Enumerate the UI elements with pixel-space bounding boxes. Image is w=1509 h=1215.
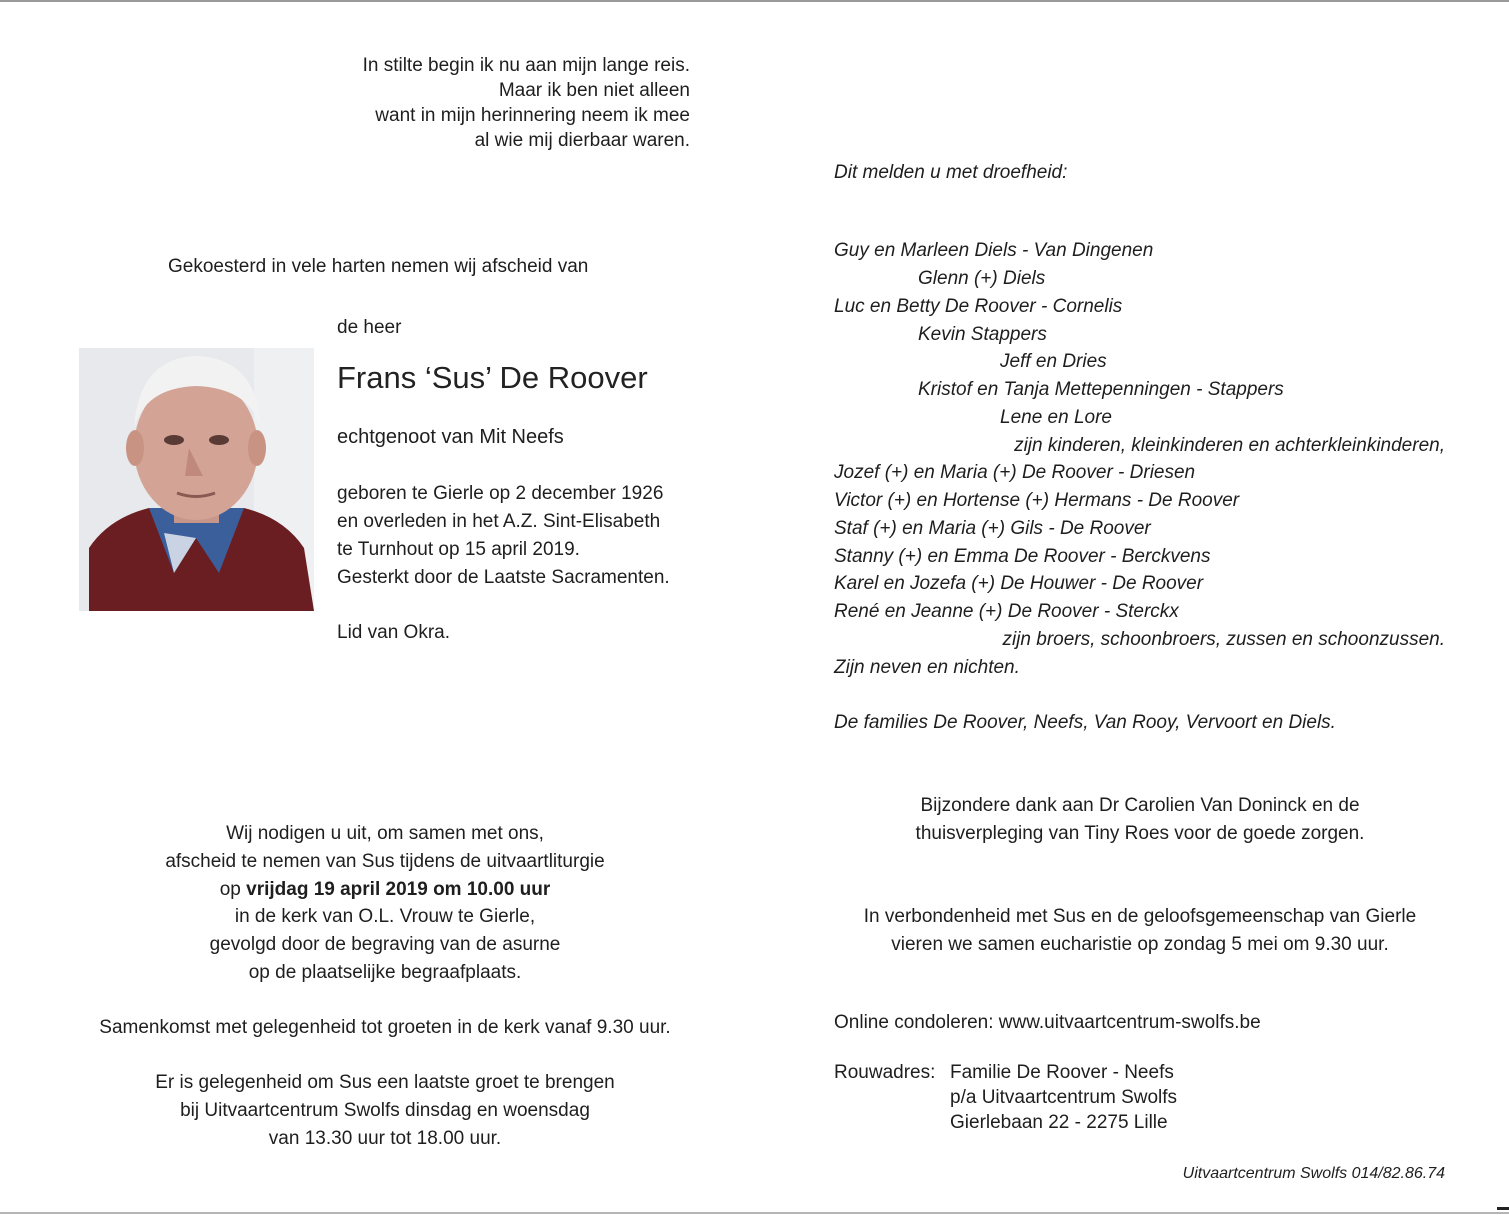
invitation-line-2: afscheid te nemen van Sus tijdens de uitvaartliturgie: [165, 851, 605, 872]
family-line: Zijn neven en nichten.: [834, 657, 1020, 678]
poem-line-3: want in mijn herinnering neem ik mee: [375, 105, 690, 126]
families: De families De Roover, Neefs, Van Rooy, Vervoort en Diels.: [834, 712, 1336, 733]
invitation-date-prefix: op: [219, 879, 247, 900]
corner-mark: [1497, 1207, 1509, 1210]
farewell-intro: Gekoesterd in vele harten nemen wij afscheid van: [168, 256, 589, 277]
last-greeting-line-1: Er is gelegenheid om Sus een laatste groet te brengen: [155, 1072, 615, 1093]
address-line-1: Familie De Roover - Neefs: [950, 1062, 1174, 1083]
eucharist-line-2: vieren we samen eucharistie op zondag 5 mei om 9.30 uur.: [891, 934, 1389, 955]
invitation-line-1: Wij nodigen u uit, om samen met ons,: [226, 823, 544, 844]
family-line: René en Jeanne (+) De Roover - Sterckx: [834, 601, 1179, 622]
announce: Dit melden u met droefheid:: [834, 162, 1068, 183]
gathering: Samenkomst met gelegenheid tot groeten in de kerk vanaf 9.30 uur.: [99, 1017, 671, 1038]
family-line: Karel en Jozefa (+) De Houwer - De Roover: [834, 573, 1204, 594]
poem-line-4: al wie mij dierbaar waren.: [474, 130, 690, 151]
bottom-border: [0, 1212, 1509, 1214]
family-line: Glenn (+) Diels: [918, 268, 1046, 289]
bio-line-1: geboren te Gierle op 2 december 1926: [337, 483, 664, 504]
family-line: Luc en Betty De Roover - Cornelis: [834, 296, 1123, 317]
address-line-3: Gierlebaan 22 - 2275 Lille: [950, 1112, 1168, 1133]
invitation-line-6: op de plaatselijke begraafplaats.: [248, 962, 522, 983]
invitation-line-5: gevolgd door de begraving van de asurne: [209, 934, 561, 955]
invitation-line-3: [85, 877, 685, 902]
thanks-line-1: Bijzondere dank aan Dr Carolien Van Doninck en de: [920, 795, 1360, 816]
family-line: Jeff en Dries: [1000, 351, 1107, 372]
last-greeting-line-2: bij Uitvaartcentrum Swolfs dinsdag en woensdag: [180, 1100, 590, 1121]
family-line: Kevin Stappers: [918, 324, 1047, 345]
last-greeting-line-3: van 13.30 uur tot 18.00 uur.: [268, 1128, 502, 1149]
poem-line-2: Maar ik ben niet alleen: [498, 80, 690, 101]
family-relation-siblings: zijn broers, schoonbroers, zussen en schoonzussen.: [1002, 629, 1445, 650]
poem-line-1: In stilte begin ik nu aan mijn lange reis.: [362, 55, 690, 76]
address-label: Rouwadres:: [834, 1062, 936, 1083]
family-line: Victor (+) en Hortense (+) Hermans - De Roover: [834, 490, 1240, 511]
invitation-line-4: in de kerk van O.L. Vrouw te Gierle,: [234, 906, 536, 927]
footer-undertaker: Uitvaartcentrum Swolfs 014/82.86.74: [1182, 1165, 1445, 1182]
family-line: Guy en Marleen Diels - Van Dingenen: [834, 240, 1154, 261]
address-line-2: p/a Uitvaartcentrum Swolfs: [950, 1087, 1178, 1108]
spouse: echtgenoot van Mit Neefs: [337, 426, 564, 448]
bio-line-3: te Turnhout op 15 april 2019.: [337, 539, 580, 560]
honorific: de heer: [337, 317, 402, 338]
bio-line-2: en overleden in het A.Z. Sint-Elisabeth: [337, 511, 661, 532]
family-line: Staf (+) en Maria (+) Gils - De Roover: [834, 518, 1151, 539]
portrait-photo: [79, 348, 314, 611]
deceased-name: Frans ‘Sus’ De Roover: [337, 360, 648, 395]
online-condolences: Online condoleren: www.uitvaartcentrum-swolfs.be: [834, 1012, 1261, 1033]
eucharist-line-1: In verbondenheid met Sus en de geloofsgemeenschap van Gierle: [863, 906, 1417, 927]
bio-line-4: Gesterkt door de Laatste Sacramenten.: [337, 567, 670, 588]
thanks-line-2: thuisverpleging van Tiny Roes voor de goede zorgen.: [915, 823, 1365, 844]
family-relation-children: zijn kinderen, kleinkinderen en achterkleinkinderen,: [1014, 435, 1445, 456]
family-line: Stanny (+) en Emma De Roover - Berckvens: [834, 546, 1211, 567]
membership: Lid van Okra.: [337, 622, 450, 643]
top-border: [0, 0, 1509, 2]
funeral-date-time: vrijdag 19 april 2019 om 10.00 uur: [246, 879, 551, 900]
family-line: Lene en Lore: [1000, 407, 1112, 428]
family-line: Jozef (+) en Maria (+) De Roover - Driesen: [834, 462, 1196, 483]
family-line: Kristof en Tanja Mettepenningen - Stappers: [918, 379, 1284, 400]
